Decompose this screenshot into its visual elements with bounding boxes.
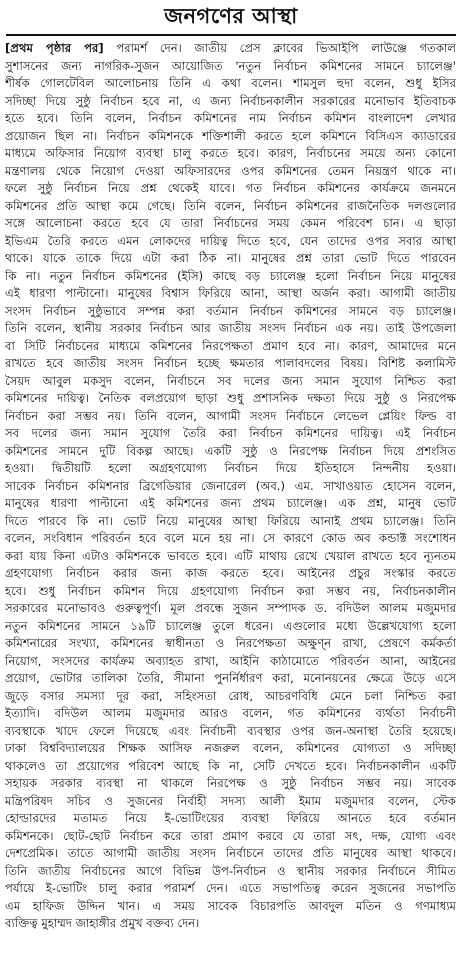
article-line: নির্বাচন করা সম্ভব নয়। তিনি বলেন, আগামী সংসদ নির্বাচনে লেভেল প্লেয়িং ফিল্ড বা xyxy=(5,408,456,423)
article-line: সঙ্গে আলোচনা করতে হবে যে তারা নির্বাচনের সময় কেমন পরিবেশ চান। এ ছাড়া xyxy=(5,216,456,230)
article-line: ব্যবস্থাকে খাদে ফেলে দিয়েছে এবং নির্বাচনী ব্যবস্থার ওপর জন-অনাস্থা তৈরি হয়েছে। xyxy=(5,723,456,738)
article-line: দেশপ্রেমিক। তাতে আগামী জাতীয় সংসদ নির্বাচনে তাদের প্রতি মানুষের আস্থা থাকবে। xyxy=(5,846,456,860)
article-line: এম হাফিজ উদ্দিন খান। এ সময় সাবেক বিচারপতি আবদুল মতিন ও গণমাধ্যম xyxy=(5,898,456,913)
article-line: কমিশনকে। ছোট-ছোট নির্বাচন করে তারা প্রমাণ করবে যে তারা সৎ, দক্ষ, যোগ্য এবং xyxy=(5,828,456,843)
article-line: করা যায় কিনা এটাও কমিশনকে ভাবতে হবে। এটি মাথায় রেখে খেয়াল রাখতে হবে ন্যূনতম xyxy=(5,548,456,563)
article-line: ফলে সুষ্ঠু নির্বাচন নিয়ে প্রশ্ন থেকেই যাবে। গত নির্বাচন কমিশনের কার্যক্রমে জনমনে xyxy=(5,181,456,195)
article-line: বা সিটি নির্বাচনের মাধ্যমে কমিশনের নিরপেক্ষতা প্রমাণ হবে না। কারণ, আমাদের মনে xyxy=(5,338,456,353)
article-line: গ্রহণযোগ্য নির্বাচন করার জন্য কাজ করতে হবে। আইনের প্রচুর সংস্কার করতে xyxy=(5,566,456,580)
article-line: নিয়োগ, সংসদের কার্যক্রম অব্যাহত রাখা, আইনি কাঠামোতে পরিবর্তন আনা, আইনের xyxy=(5,653,456,668)
article-line: সংসদ নির্বাচন সুষ্ঠুভাবে সম্পন্ন করা বর্তমান নির্বাচন কমিশনের সামনে বড় চ্যালেঞ্জ। xyxy=(5,303,456,318)
article-line: হতে হবে। তিনি বলেন, নির্বাচন কমিশনের নাম নির্বাচন কমিশন বাংলাদেশ লেখার xyxy=(5,111,456,125)
article-line: সৈয়দ আবুল মকসুদ বলেন, নির্বাচনে সব দলের জন্য সমান সুযোগ নিশ্চিত করা xyxy=(5,373,456,388)
article-line-first xyxy=(5,40,456,58)
article-line: দিতে পারবে কি না। ভোট নিয়ে মানুষের আস্থা ফিরিয়ে আনাই প্রথম চ্যালেঞ্জ। তিনি xyxy=(5,513,456,528)
article-line: প্রয়োজন ছিল না। নির্বাচন কমিশনকে শক্তিশালী করতে হলে কমিশনে বিসিএস ক্যাডারের xyxy=(5,128,456,143)
article-line: কমিশনের প্রতি আস্থা কমে গেছে। তিনি বলেন, নির্বাচন কমিশনের রাজনৈতিক দলগুলোর xyxy=(5,198,456,213)
article-line: থাকলেও তা প্রয়োগের পরিবেশ আছে কি না, সেটি দেখতে হবে। নির্বাচনকালীন একটি xyxy=(5,758,456,773)
page-cutoff xyxy=(150,946,310,954)
article-line: হোল্ডারদের মতামত নিয়ে ই-ভোটিংয়ের ব্যবস্থা ফিরিয়ে আনতে হবে বর্তমান xyxy=(5,811,456,825)
article-line: ব্যক্তিত্ব মুহাম্মদ জাহাঙ্গীর প্রমুখ বক্তব্য দেন। xyxy=(5,916,200,930)
headline-rule xyxy=(6,34,456,36)
article-line: থাকে। যাকে তাকে দিয়ে এটা করা ঠিক না। মানুষের প্রশ্ন তারা ভোট দিতে পারবেন xyxy=(5,251,456,265)
article-line: রাখতে হবে জাতীয় সংসদ নির্বাচন হচ্ছে ক্ষমতার পালাবদলের বিষয়। বিশিষ্ট কলামিস্ট xyxy=(5,356,456,370)
headline: জনগণের আস্থা xyxy=(164,2,298,28)
article-line: সরকারের মনোভাবও গুরুত্বপূর্ণ। মূল প্রবন্ধে সুজন সম্পাদক ড. বদিউল আলম মজুমদার xyxy=(5,601,456,615)
article-line: সব দলের জন্য সমান সুযোগ তৈরি করা নির্বাচন কমিশনের দায়িত্ব। এই নির্বাচন xyxy=(5,426,456,440)
first-line-text: পরামর্শ দেন। জাতীয় প্রেস ক্লাবের ভিআইপি লাউঞ্জে গতকাল xyxy=(116,41,456,55)
article-line: পর্যায়ে ই-ভোটিং চালু করার পরামর্শ দেন। এতে সভাপতিত্ব করেন সুজনের সভাপতি xyxy=(5,881,456,895)
article-line: সুশাসনের জন্য নাগরিক-সুজন আয়োজিত 'নতুন নির্বাচন কমিশনের সামনে চ্যালেঞ্জ' xyxy=(5,58,456,73)
article-line: কি না। নতুন নির্বাচন কমিশনের (ইসি) কাছে বড় চ্যালেঞ্জ হলো নির্বাচন নিয়ে মানুষের xyxy=(5,268,456,283)
headline-area xyxy=(0,0,462,34)
article-line: জুড়ে বসার সমস্যা দূর করা, সহিংসতা রোধ, আচরণবিধি মেনে চলা নিশ্চিত করা xyxy=(5,688,456,703)
article-line: কমিশনারের সংখ্যা, কমিশনের স্বাধীনতা ও নিরপেক্ষতা অক্ষুণ্ন রাখা, প্রেষণে কর্মকর্তা xyxy=(5,636,456,650)
article-line: হবে। শুধু নির্বাচন কমিশন দিয়ে গ্রহণযোগ্য নির্বাচন করা সম্ভব নয়, নির্বাচনকালীন xyxy=(5,583,456,598)
article-line: মাধ্যমে অফিসার নিয়োগ ব্যবস্থা চালু করতে হবে। কারণ, নির্বাচনের সময়ে অন্য কোনো xyxy=(5,146,456,160)
article-line: হওয়া। দ্বিতীয়টি হলো অগ্রহণযোগ্য নির্বাচন দিয়ে ইতিহাসে নিন্দনীয় হওয়া। xyxy=(5,461,456,475)
article-line: মানুষের ধারণা পাল্টানো এই কমিশনের জন্য প্রথম চ্যালেঞ্জ। এক প্রশ্ন, মানুষ ভোট xyxy=(5,496,456,510)
article-line: ইত্যাদি। বদিউল আলম মজুমদার আরও বলেন, গত কমিশনের ব্যর্থতা নির্বাচনী xyxy=(5,706,456,720)
article-line: মন্ত্রণালয় থেকে নিয়োগ দেওয়া অফিসারদের ওপর কমিশনের তেমন নিয়ন্ত্রণ থাকে না। xyxy=(5,163,456,178)
continued-label: [প্রথম পৃষ্ঠার পর] xyxy=(5,41,104,55)
article-line: বলেন, সংবিধান পরিবর্তন হবে বলে মনে হয় না। সে কারণে কোড অব কন্ডাক্ট সংশোধন xyxy=(5,531,456,545)
article-line: কমিশনের দায়িত্ব। নৈতিক বলপ্রয়োগ ছাড়া শুধু প্রশাসনিক দক্ষতা দিয়ে সুষ্ঠু ও নিরপেক্ষ xyxy=(5,391,456,405)
article-line: শীর্ষক গোলটেবিল আলোচনায় তিনি এ কথা বলেন। শামসুল হুদা বলেন, শুধু ইসির xyxy=(5,76,456,90)
article-line: এই ধারণা পাল্টানো। মানুষের বিশ্বাস ফিরিয়ে আনা, আস্থা অর্জন করা। আগামী জাতীয় xyxy=(5,286,456,300)
article-line: সাবেক নির্বাচন কমিশনার ব্রিগেডিয়ার জেনারেল (অব.) এম. সাখাওয়াত হোসেন বলেন, xyxy=(5,478,456,493)
article-line: ঢাকা বিশ্ববিদ্যালয়ের শিক্ষক আসিফ নজরুল বলেন, কমিশনের যোগ্যতা ও সদিচ্ছা xyxy=(5,741,456,755)
article-line: প্রয়োগ, ভোটার তালিকা তৈরি, সীমানা পুনর্নির্ধারণ করা, মনোনয়নের ক্ষেত্রে উড়ে এসে xyxy=(5,671,456,685)
article-line: তিনি বলেন, স্থানীয় সরকার নির্বাচন আর জাতীয় সংসদ নির্বাচন এক নয়। তাই উপজেলা xyxy=(5,321,456,335)
article-line: কমিশনের সামনে দুটি বিকল্প আছে। একটি সুষ্ঠু ও নিরপেক্ষ নির্বাচন দিয়ে প্রশংসিত xyxy=(5,443,456,458)
article-line: সদিচ্ছা দিয়ে সুষ্ঠু নির্বাচন হবে না, এ জন্য নির্বাচনকালীন সরকারের মনোভাব ইতিবাচক xyxy=(5,93,456,108)
article-line: নতুন কমিশনের সামনে ১৯টি চ্যালেঞ্জ তুলে ধরেন। এগুলোর মধ্যে উল্লেখযোগ্য হলো xyxy=(5,618,456,633)
article-line: তিনি জাতীয় নির্বাচনের আগে বিভিন্ন উপ-নির্বাচন ও স্থানীয় সরকার নির্বাচনে সীমিত xyxy=(5,863,456,878)
article-line: ইভিএম তৈরি করতে এমন লোকদের দায়িত্ব দিতে হবে, যেন তাদের ওপর সবার আস্থা xyxy=(5,233,456,248)
article-body xyxy=(5,40,456,952)
article-line: মন্ত্রিপরিষদ সচিব ও সুজনের নির্বাহী সদস্য আলী ইমাম মজুমদার বলেন, স্টেক xyxy=(5,793,456,808)
article-lines xyxy=(5,58,456,933)
article-line: সহায়ক সরকার ব্যবস্থা না থাকলে নিরপেক্ষ ও সুষ্ঠু নির্বাচন সম্ভব নয়। সাবেক xyxy=(5,776,456,790)
